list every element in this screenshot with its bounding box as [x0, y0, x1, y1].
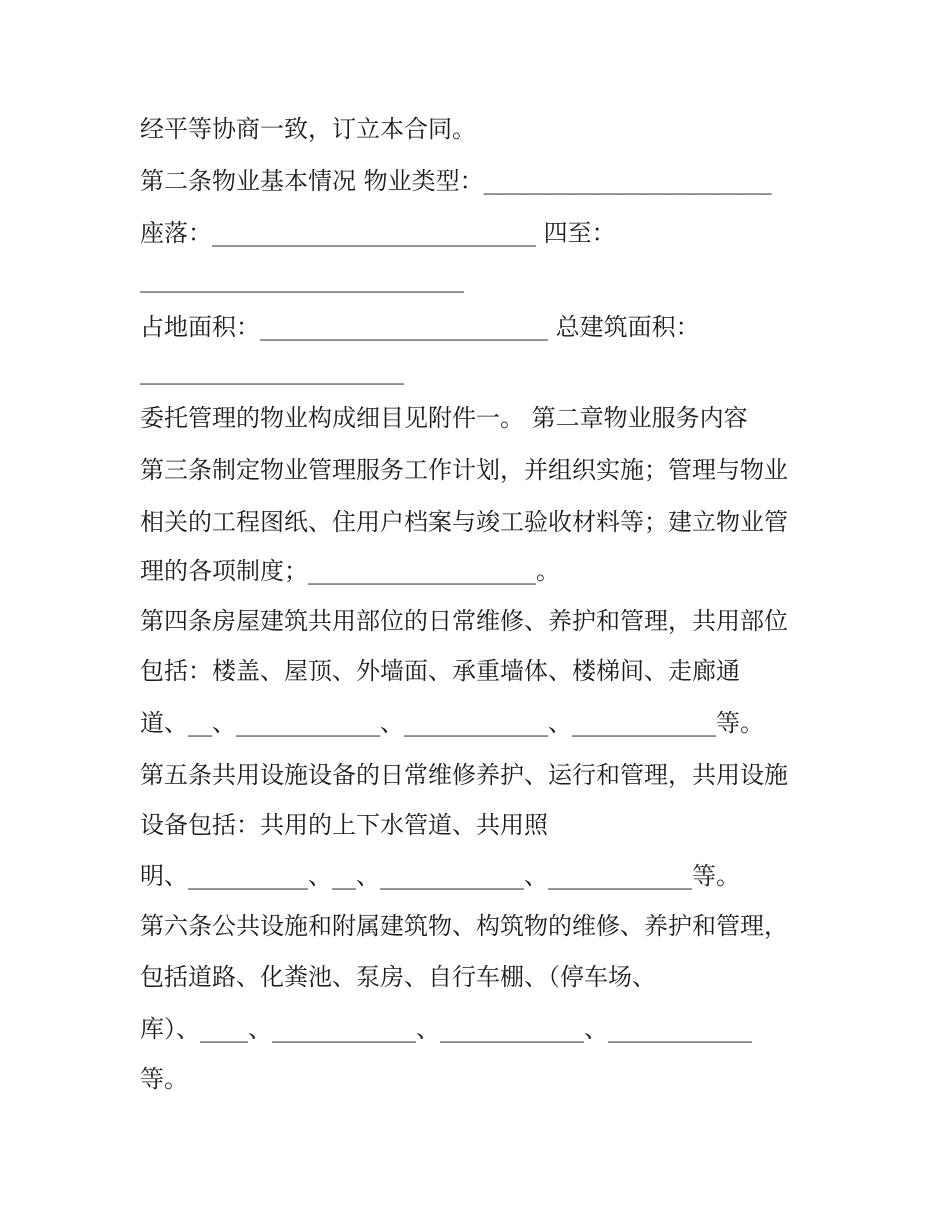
text-line-5: 占地面积：________________________ 总建筑面积：: [140, 313, 700, 341]
text-line-15: 设备包括：共用的上下水管道、共用照: [140, 811, 548, 839]
text-line-1: 经平等协商一致，订立本合同。: [140, 115, 476, 143]
text-line-4: ___________________________: [140, 265, 464, 293]
text-line-6: ______________________: [140, 357, 404, 385]
text-line-11: 第四条房屋建筑共用部位的日常维修、养护和管理，共用部位: [140, 607, 788, 635]
text-line-14: 第五条共用设施设备的日常维修养护、运行和管理，共用设施: [140, 761, 788, 789]
text-line-16: 明、__________、__、____________、____________等。: [140, 862, 740, 890]
text-line-18: 包括道路、化粪池、泵房、自行车棚、（停车场、: [140, 963, 656, 991]
text-line-10: 理的各项制度；___________________。: [140, 557, 560, 585]
text-line-8: 第三条制定物业管理服务工作计划，并组织实施；管理与物业: [140, 456, 788, 484]
text-line-19: 库）、____、____________、____________、____________: [140, 1015, 752, 1043]
text-line-3: 座落：___________________________ 四至：: [140, 219, 616, 247]
text-line-9: 相关的工程图纸、住用户档案与竣工验收材料等；建立物业管: [140, 508, 788, 536]
text-line-20: 等。: [140, 1065, 188, 1093]
text-line-2: 第二条物业基本情况 物业类型：________________________: [140, 167, 772, 195]
text-line-12: 包括：楼盖、屋顶、外墙面、承重墙体、楼梯间、走廊通: [140, 657, 740, 685]
text-line-17: 第六条公共设施和附属建筑物、构筑物的维修、养护和管理，: [140, 912, 788, 940]
text-line-13: 道、__、____________、____________、____________等。: [140, 709, 764, 737]
text-line-7: 委托管理的物业构成细目见附件一。 第二章物业服务内容: [140, 404, 748, 432]
